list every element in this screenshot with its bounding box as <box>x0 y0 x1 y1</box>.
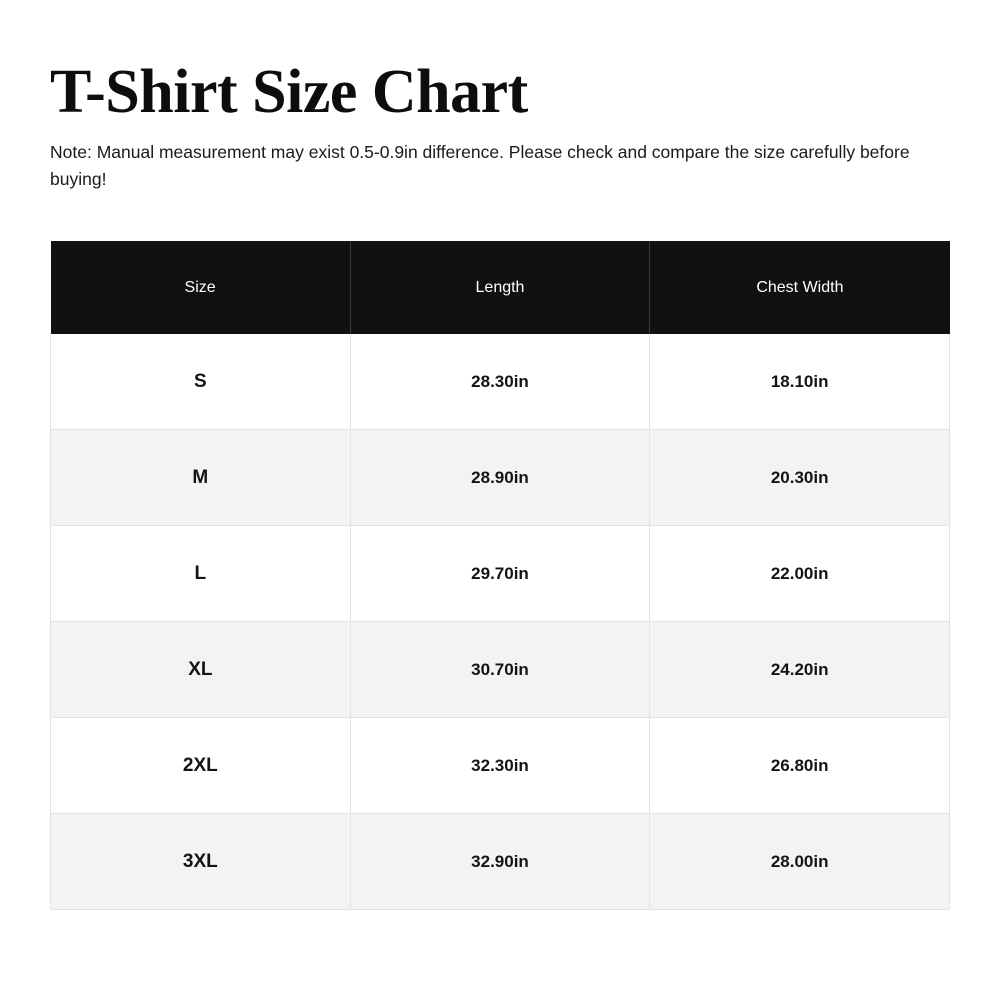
table-header-row <box>51 241 950 334</box>
table-row <box>51 718 950 814</box>
cell-length: 32.90in <box>350 814 650 910</box>
table-body <box>51 334 950 910</box>
measurement-note: Note: Manual measurement may exist 0.5-0.9in difference. Please check and compare the size carefully before buying! <box>50 142 910 190</box>
cell-chest-width: 26.80in <box>650 718 950 814</box>
table-header <box>51 241 950 334</box>
cell-length: 28.30in <box>350 334 650 430</box>
cell-chest-width: 28.00in <box>650 814 950 910</box>
cell-chest-width: 24.20in <box>650 622 950 718</box>
size-chart-table <box>50 241 950 910</box>
cell-size: 3XL <box>51 814 351 910</box>
size-chart-table-wrapper <box>50 241 950 910</box>
table-row <box>51 622 950 718</box>
cell-size: 2XL <box>51 718 351 814</box>
column-header-size: Size <box>51 241 351 334</box>
cell-size: XL <box>51 622 351 718</box>
cell-size: S <box>51 334 351 430</box>
cell-length: 28.90in <box>350 430 650 526</box>
column-header-chest-width: Chest Width <box>650 241 950 334</box>
table-row <box>51 334 950 430</box>
cell-chest-width: 18.10in <box>650 334 950 430</box>
cell-length: 30.70in <box>350 622 650 718</box>
table-row <box>51 814 950 910</box>
column-header-length: Length <box>350 241 650 334</box>
page-title: T-Shirt Size Chart <box>50 58 528 126</box>
cell-chest-width: 20.30in <box>650 430 950 526</box>
table-row <box>51 430 950 526</box>
cell-length: 29.70in <box>350 526 650 622</box>
cell-size: L <box>51 526 351 622</box>
cell-length: 32.30in <box>350 718 650 814</box>
table-row <box>51 526 950 622</box>
cell-chest-width: 22.00in <box>650 526 950 622</box>
cell-size: M <box>51 430 351 526</box>
